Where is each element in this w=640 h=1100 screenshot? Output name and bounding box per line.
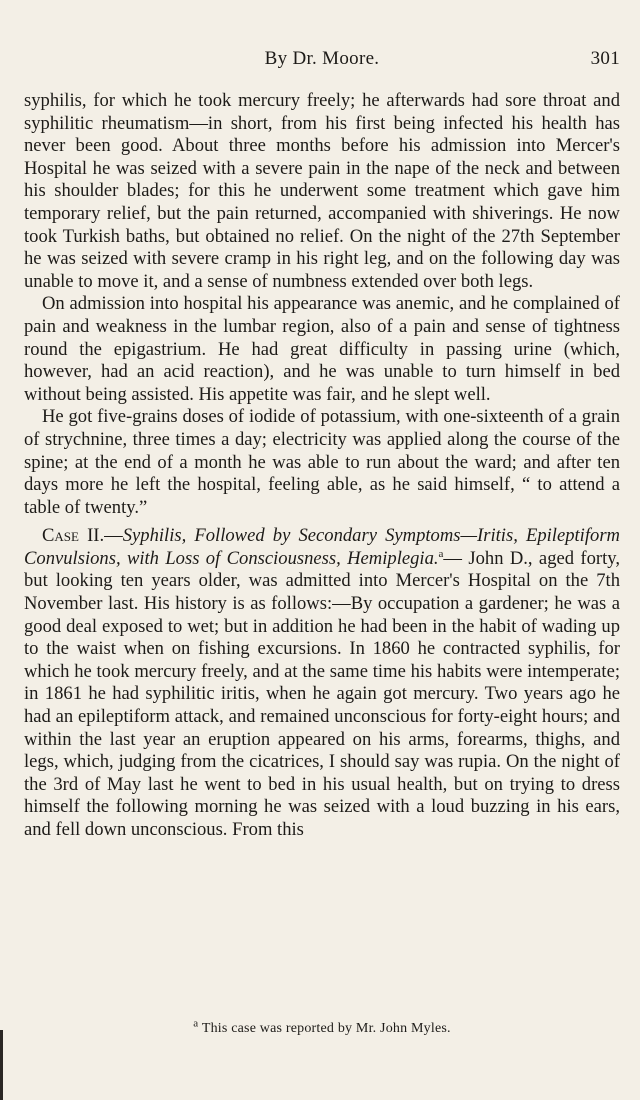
case-ii-paragraph [24,525,620,841]
footnote-text: This case was reported by Mr. John Myles. [201,1021,451,1036]
case-title: Syphilis, Followed by Secondary Symptoms—Iritis, Epileptiform Convulsions, with Loss of Consciousness, Hemiplegia. [24,525,620,569]
case-text: — John D., aged forty, but looking ten years older, was admitted into Mercer's Hospital on the 7th November last. His history is as follows:—By occupation a gardener; he was a good deal exposed to wet; but in addition he had been in the habit of wading up to the waist when on fishing excursions. In 1860 he contracted syphilis, for which he took mercury freely, and at the same time his habits were intemperate; in 1861 he had syphilitic iritis, when he again got mercury. Two years ago he had an epileptiform attack, and remained unconscious for forty-eight hours; and within the last year an eruption appeared on his arms, forearms, thighs, and legs, which, judging from the cicatrices, I should say was rupia. On the night of the 3rd of May last he went to bed in his usual health, but on trying to dress himself the following morning he was seized with a loud buzzing in his ears, and fell down unconscious. From this [24,547,620,840]
running-head [24,48,620,76]
running-title: By Dr. Moore. [264,48,380,69]
paragraph-treatment: He got five-grains doses of iodide of potassium, with one-sixteenth of a grain of strychnine, three times a day; electricity was applied along the course of the spine; at the end of a month he was able to run about the ward; and after ten days more he left the hospital, feeling able, as he said himself, “ to attend a table of twenty.” [24,406,620,518]
paragraph-continuation: syphilis, for which he took mercury freely; he afterwards had sore throat and syphilitic rheumatism—in short, from his first being infected his health has never been good. About three months before his admission into Mercer's Hospital he was seized with a severe pain in the nape of the neck and between his shoulder blades; for this he underwent some treatment which gave him temporary relief, but the pain returned, accompanied with shiverings. He now took Turkish baths, but obtained no relief. On the night of the 27th September he was seized with severe cramp in his right leg, and on the following day was unable to move it, and a sense of numbness extended over both legs. [24,90,620,292]
body-text [24,90,620,842]
footnote-marker: a [193,1017,199,1030]
paragraph-admission: On admission into hospital his appearance was anemic, and he complained of pain and weakness in the lumbar region, also of a pain and sense of tightness round the epigastrium. He had great difficulty in passing urine (which, however, had an acid reaction), and he was unable to turn himself in bed without being assisted. His appetite was fair, and he slept well. [24,293,620,405]
case-label: Case II. [42,525,105,547]
page-number: 301 [590,48,620,69]
case-dash: — [104,525,123,547]
page-edge-shadow [0,1030,3,1100]
footnote [24,1017,620,1037]
footnote-reference: a [438,547,444,560]
